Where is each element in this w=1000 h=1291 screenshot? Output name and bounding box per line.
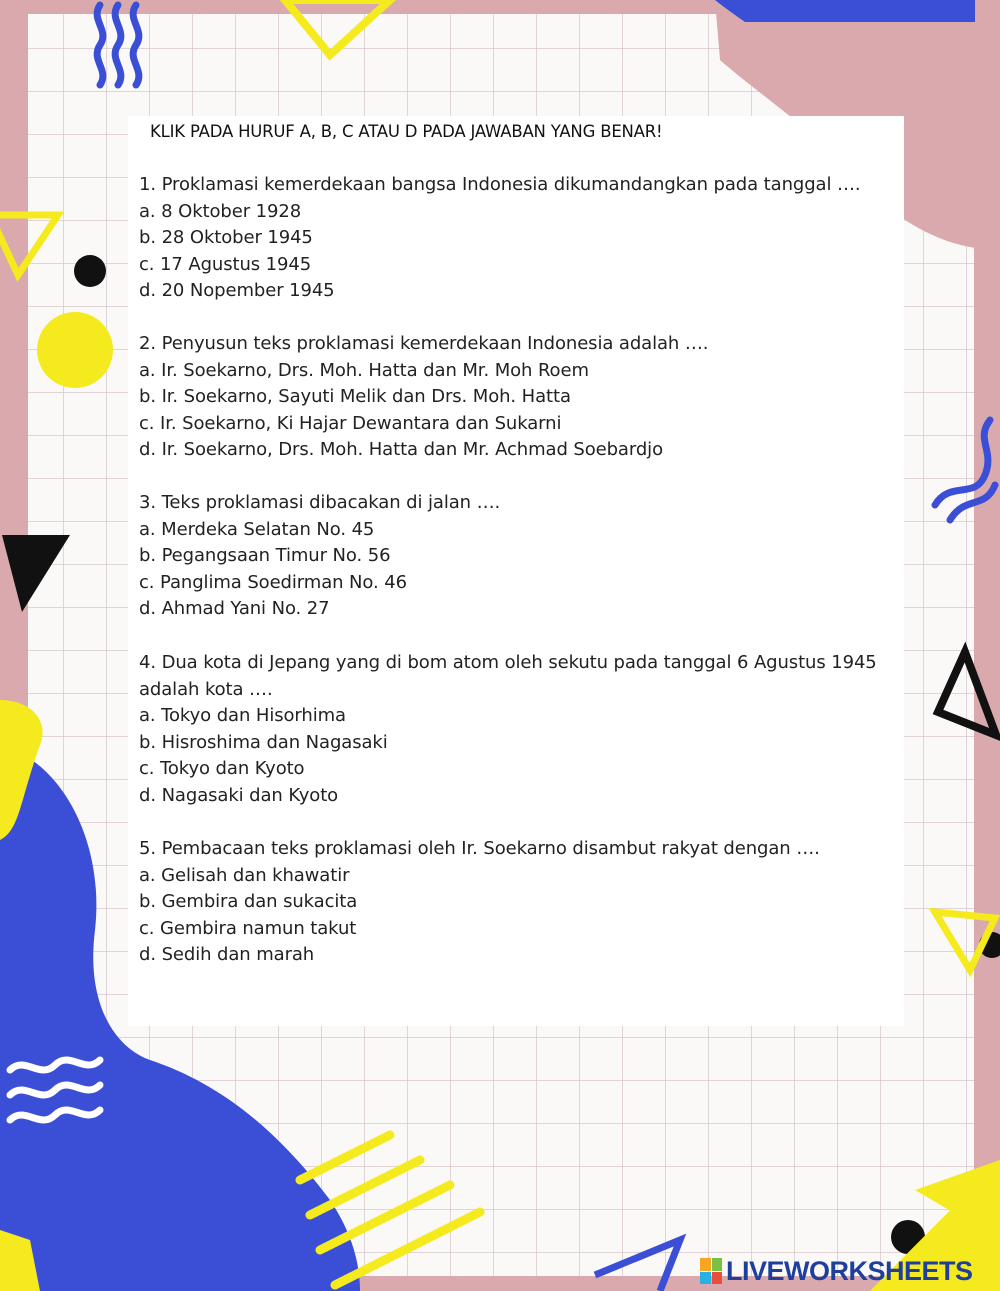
question-5-option-b[interactable]: b. Gembira dan sukacita (139, 891, 358, 913)
question-1-text: 1. Proklamasi kemerdekaan bangsa Indonesia dikumandangkan pada tanggal …. (139, 174, 861, 195)
question-4-text: adalah kota …. (139, 678, 273, 700)
question-3-option-d[interactable]: d. Ahmad Yani No. 27 (139, 598, 330, 620)
question-4-option-c[interactable]: c. Tokyo dan Kyoto (139, 758, 305, 780)
question-1-option-a[interactable]: a. 8 Oktober 1928 (139, 200, 302, 222)
instruction-heading: KLIK PADA HURUF A, B, C ATAU D PADA JAWABAN YANG BENAR! (150, 122, 663, 141)
question-3-option-c[interactable]: c. Panglima Soedirman No. 46 (139, 571, 407, 593)
question-2-option-c[interactable]: c. Ir. Soekarno, Ki Hajar Dewantara dan Sukarni (139, 412, 562, 434)
question-1-option-b[interactable]: b. 28 Oktober 1945 (139, 227, 313, 249)
question-2-option-b[interactable]: b. Ir. Soekarno, Sayuti Melik dan Drs. Moh. Hatta (139, 386, 571, 408)
question-4-text: 4. Dua kota di Jepang yang di bom atom oleh sekutu pada tanggal 6 Agustus 1945 (139, 652, 877, 673)
question-5-option-d[interactable]: d. Sedih dan marah (139, 944, 315, 966)
question-2-text: 2. Penyusun teks proklamasi kemerdekaan Indonesia adalah …. (139, 333, 709, 354)
question-2-option-a[interactable]: a. Ir. Soekarno, Drs. Moh. Hatta dan Mr. Moh Roem (139, 359, 589, 381)
liveworksheets-icon (700, 1258, 722, 1284)
question-2-option-d[interactable]: d. Ir. Soekarno, Drs. Moh. Hatta dan Mr. Achmad Soebardjo (139, 439, 663, 461)
question-3-option-a[interactable]: a. Merdeka Selatan No. 45 (139, 518, 375, 540)
question-3-option-b[interactable]: b. Pegangsaan Timur No. 56 (139, 545, 391, 567)
liveworksheets-logo (700, 1256, 973, 1286)
question-1-option-d[interactable]: d. 20 Nopember 1945 (139, 280, 335, 302)
brand-text: LIVEWORKSHEETS (726, 1255, 973, 1286)
question-5-option-a[interactable]: a. Gelisah dan khawatir (139, 864, 350, 886)
question-3-text: 3. Teks proklamasi dibacakan di jalan …. (139, 492, 501, 513)
question-4-option-d[interactable]: d. Nagasaki dan Kyoto (139, 785, 339, 806)
question-5-text: 5. Pembacaan teks proklamasi oleh Ir. Soekarno disambut rakyat dengan …. (139, 838, 820, 859)
question-1-option-c[interactable]: c. 17 Agustus 1945 (139, 253, 312, 275)
question-4-option-a[interactable]: a. Tokyo dan Hisorhima (139, 705, 346, 727)
question-4-option-b[interactable]: b. Hisroshima dan Nagasaki (139, 731, 388, 753)
question-5-option-c[interactable]: c. Gembira namun takut (139, 917, 357, 939)
